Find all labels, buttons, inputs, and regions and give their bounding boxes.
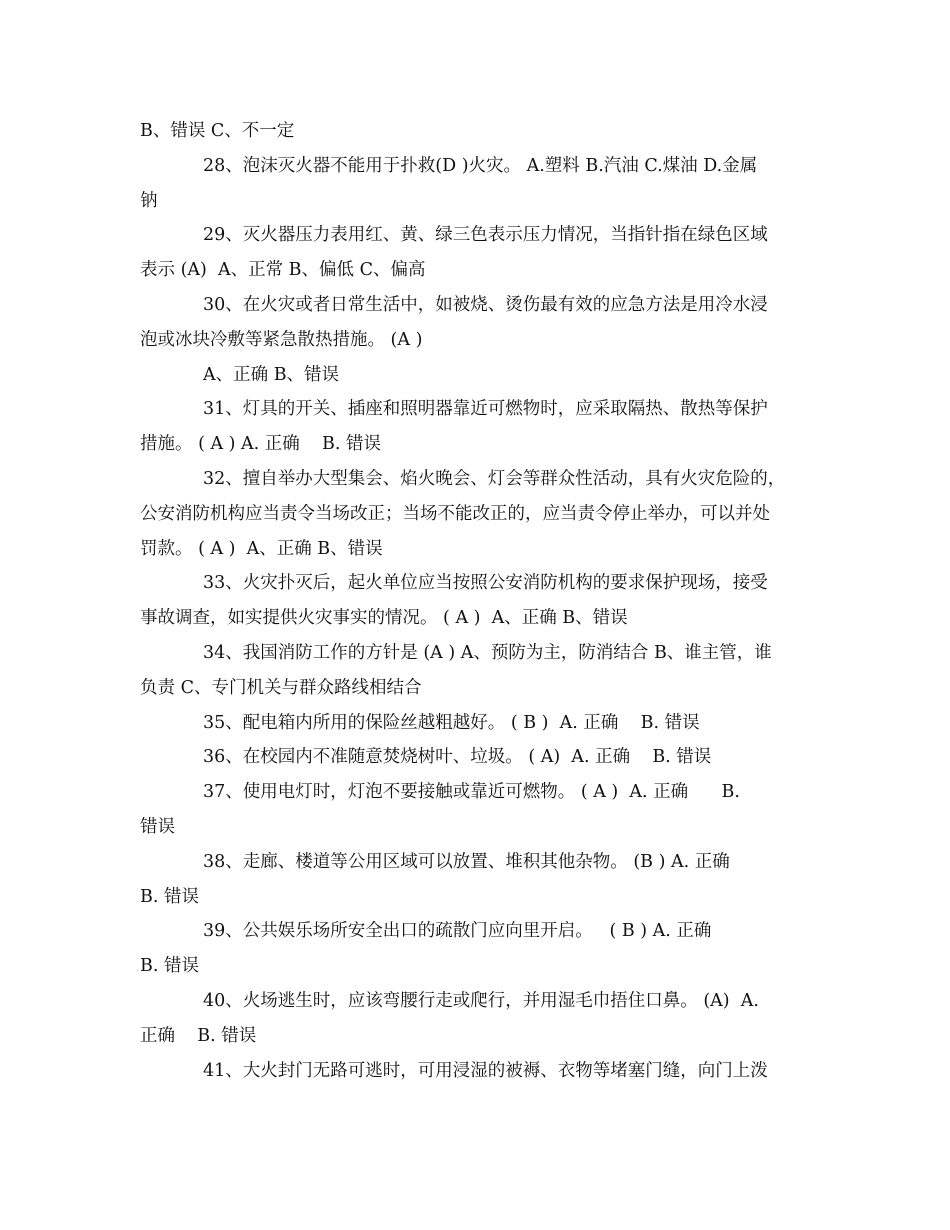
document-line: 表示 (A) A、正常 B、偏低 C、偏高: [140, 260, 426, 281]
document-line: 公安消防机构应当责令当场改正；当场不能改正的，应当责令停止举办，可以并处: [140, 503, 770, 524]
document-line: 措施。 ( A ) A. 正确 B. 错误: [140, 434, 382, 455]
document-line: 36、在校园内不准随意焚烧树叶、垃圾。 ( A) A. 正确 B. 错误: [203, 747, 712, 768]
document-line: B. 错误: [140, 956, 199, 977]
document-line: 38、走廊、楼道等公用区域可以放置、堆积其他杂物。 (B ) A. 正确: [203, 851, 730, 872]
document-line: B、错误 C、不一定: [140, 121, 295, 141]
document-line: 41、大火封门无路可逃时，可用浸湿的被褥、衣物等堵塞门缝，向门上泼: [203, 1060, 768, 1081]
document-line: 31、灯具的开关、插座和照明器靠近可燃物时，应采取隔热、散热等保护: [203, 399, 768, 420]
document-line: 39、公共娱乐场所安全出口的疏散门应向里开启。 ( B ) A. 正确: [203, 921, 712, 942]
document-line: B. 错误: [140, 886, 199, 907]
document-line: 泡或冰块冷敷等紧急散热措施。 (A ): [140, 329, 423, 350]
document-line: 35、配电箱内所用的保险丝越粗越好。 ( B ) A. 正确 B. 错误: [203, 712, 700, 733]
document-line: 钠: [140, 190, 158, 211]
document-line: 29、灭火器压力表用红、黄、绿三色表示压力情况，当指针指在绿色区域: [203, 225, 768, 246]
document-line: 28、泡沫灭火器不能用于扑救(D )火灾。 A.塑料 B.汽油 C.煤油 D.金属: [203, 155, 758, 176]
document-body: [140, 114, 812, 1088]
document-line: 正确 B. 错误: [140, 1025, 257, 1046]
document-line: 33、火灾扑灭后，起火单位应当按照公安消防机构的要求保护现场，接受: [203, 573, 768, 594]
document-line: 37、使用电灯时，灯泡不要接触或靠近可燃物。 ( A ) A. 正确 B.: [203, 782, 740, 803]
document-line: 罚款。 ( A ) A、正确 B、错误: [140, 538, 383, 559]
document-line: 错误: [140, 816, 175, 837]
document-line: 负责 C、专门机关与群众路线相结合: [140, 677, 422, 698]
document-line: 40、火场逃生时，应该弯腰行走或爬行，并用湿毛巾捂住口鼻。 (A) A.: [203, 990, 759, 1011]
document-line: A、正确 B、错误: [203, 364, 340, 385]
document-line: 32、擅自举办大型集会、焰火晚会、灯会等群众性活动，具有火灾危险的，: [203, 468, 786, 489]
document-line: 30、在火灾或者日常生活中，如被烧、烫伤最有效的应急方法是用冷水浸: [203, 294, 768, 315]
document-line: 34、我国消防工作的方针是 (A ) A、预防为主，防消结合 B、谁主管，谁: [203, 642, 772, 663]
document-line: 事故调查，如实提供火灾事实的情况。 ( A ) A、正确 B、错误: [140, 608, 628, 629]
